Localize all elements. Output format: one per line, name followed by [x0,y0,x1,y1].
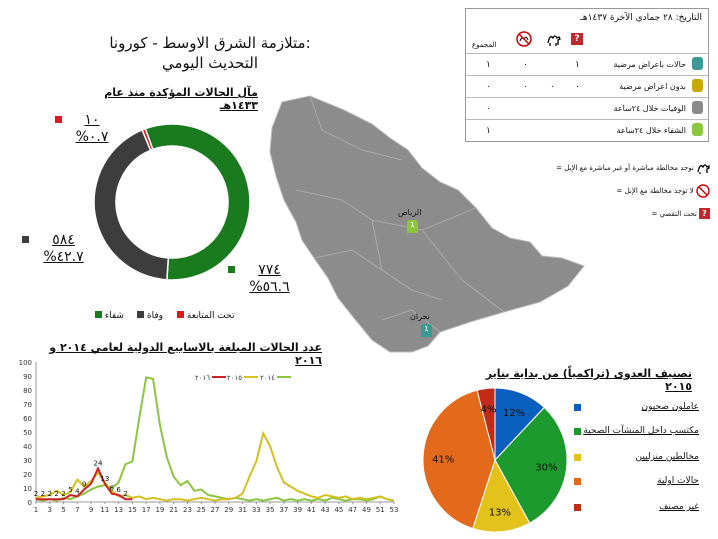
x-tick-label: 41 [306,506,316,514]
followup-percent: %٠.٧ [75,129,109,145]
x-tick-label: 17 [141,506,151,514]
map-pin-najran[interactable]: 1 [421,324,432,337]
x-tick-label: 3 [47,506,53,514]
map-label-riyadh: الرياض [398,208,422,217]
legend-label-0: ٢٠١٤ [259,374,275,382]
data-label: 2 [54,490,59,499]
followup-count: ١٠ [84,112,100,128]
question-icon: ? [571,33,583,45]
y-tick-label: 20 [23,471,32,479]
title-line2: التحديث اليومي [161,54,259,72]
info-total-header: المجموع [472,41,497,49]
x-tick-label: 19 [155,506,165,514]
y-tick-label: 30 [23,457,32,465]
x-tick-label: 53 [389,506,399,514]
y-tick-label: 100 [18,359,32,367]
x-tick-label: 23 [183,506,192,514]
pie-slice-label-1: 30% [535,462,558,474]
data-label: 2 [61,490,66,499]
x-tick-label: 51 [375,506,385,514]
legend-item-recovered: شفاء [95,311,124,321]
x-tick-label: 7 [75,506,80,514]
title-line1: متلازمة الشرق الاوسط - كورونا: [109,34,311,52]
x-tick-label: 37 [279,506,289,514]
line-chart [0,354,402,524]
data-label: 2 [40,490,46,499]
legend-label-2: ٢٠١٦ [194,374,210,382]
legend-item-followup: تحت المتابعة [177,311,234,321]
data-label: 9 [81,480,87,489]
key-camel: = توجد مخالطة مباشرة أو غير مباشرة مع الإبل [556,162,710,174]
x-tick-label: 45 [334,506,344,514]
info-row-recovered: ١ الشفاء خلال ٢٤ساعة [466,119,708,142]
x-tick-label: 29 [224,506,234,514]
pie-legend-label-0: عاملون صحيون [641,402,699,412]
donut-chart [85,115,255,330]
x-tick-label: 9 [88,506,94,514]
x-tick-label: 27 [210,506,220,514]
x-tick-label: 25 [196,506,206,514]
death-count: ٥٨٤ [52,232,75,248]
y-tick-label: 70 [23,401,32,409]
x-tick-label: 5 [61,506,66,514]
x-tick-label: 21 [169,506,179,514]
data-label: 2 [47,490,53,499]
y-tick-label: 90 [23,373,32,381]
info-box [465,8,709,142]
pie-slice-label-4: 4% [480,404,497,416]
pie-slice-label-2: 13% [488,507,511,519]
pie-legend-swatch-3 [574,478,581,485]
x-tick-label: 43 [320,506,330,514]
data-label: 2 [33,490,39,499]
x-tick-label: 13 [114,506,124,514]
followup-swatch [55,116,62,123]
y-tick-label: 0 [27,499,32,507]
pin-teal-icon [692,57,703,70]
pie-legend [570,400,710,520]
key-no-camel: = لا توجد مخالطة مع الإبل [617,184,710,198]
x-tick-label: 49 [362,506,371,514]
map-pin-riyadh[interactable]: 1 [407,220,418,233]
x-tick-label: 33 [251,506,261,514]
donut-title: مآل الحالات المؤكدة منذ عام ١٤٣٣هـ [104,86,258,112]
x-tick-label: 39 [293,506,303,514]
data-label: 13 [100,474,110,483]
x-tick-label: 11 [100,506,110,514]
y-tick-label: 60 [23,415,32,423]
x-tick-label: 47 [348,506,358,514]
death-swatch [22,236,29,243]
pie-legend-swatch-0 [574,404,581,411]
pie-legend-label-3: حالات اولية [657,476,699,486]
page-title [90,33,330,73]
legend-label-1: ٢٠١٥ [226,374,242,382]
data-label: 5 [68,486,73,494]
info-row-deaths: ٠ الوفيات خلال ٢٤ساعة [466,97,708,120]
pin-gray-icon [692,101,703,114]
legend-item-death: وفاة [137,311,163,321]
pin-yellow-icon [692,79,703,92]
map-label-najran: نجران [410,312,430,321]
x-tick-label: 31 [238,506,247,514]
x-tick-label: 15 [127,506,137,514]
recovered-percent: %٥٦.٦ [249,279,290,295]
y-tick-label: 80 [23,387,32,395]
pie-legend-swatch-1 [574,428,581,435]
key-question-icon: ? [699,208,710,219]
data-label: 24 [93,459,103,468]
pie-chart [420,385,570,535]
pie-legend-label-1: مكتسب داخل المنشآت الصحية [583,426,699,436]
pie-slice-label-3: 41% [432,454,455,466]
x-tick-label: 1 [33,506,39,514]
y-tick-label: 50 [23,429,32,437]
data-label: 6 [109,484,114,493]
pie-legend-label-2: مخالطين منزليين [635,452,699,462]
y-tick-label: 10 [23,485,32,493]
pin-green-icon [692,123,703,136]
recovered-count: ٧٧٤ [258,262,281,278]
data-label: 4 [75,487,80,496]
line-chart-title: عدد الحالات المبلغة بالاسابيع الدولية لعامي ٢٠١٤ و ٢٠١٦ [49,341,322,367]
pie-legend-swatch-2 [574,454,581,461]
x-tick-label: 35 [265,506,275,514]
pie-legend-swatch-4 [574,504,581,511]
info-row-asymptomatic: ٠ ٠ ٠ ٠ بدون اعراض مرضية [466,75,708,98]
no-camel-icon [516,31,532,47]
info-row-symptomatic: ١ ٠ ١ حالات باعراض مرضية [466,53,708,76]
death-percent: %٤٢.٧ [43,249,84,265]
pie-chart-title: تصنيف العدوى (تراكمياً) من بداية يناير ٢٠١٥ [485,367,692,393]
data-label: 2 [123,490,128,499]
data-label: 6 [116,486,121,494]
key-no-camel-icon [696,184,710,198]
info-date: التاريخ: ٢٨ جمادي الآخرة ١٤٣٧هـ [580,13,702,23]
key-investigation: = تحت التقصي ? [651,208,710,219]
camel-icon [546,31,562,47]
recovered-swatch [228,266,235,273]
donut-slice-1 [94,130,168,280]
pie-slice-label-0: 12% [502,407,526,419]
key-camel-icon [696,162,710,174]
pie-legend-label-4: غير مصنف [659,502,699,512]
y-tick-label: 40 [23,443,32,451]
